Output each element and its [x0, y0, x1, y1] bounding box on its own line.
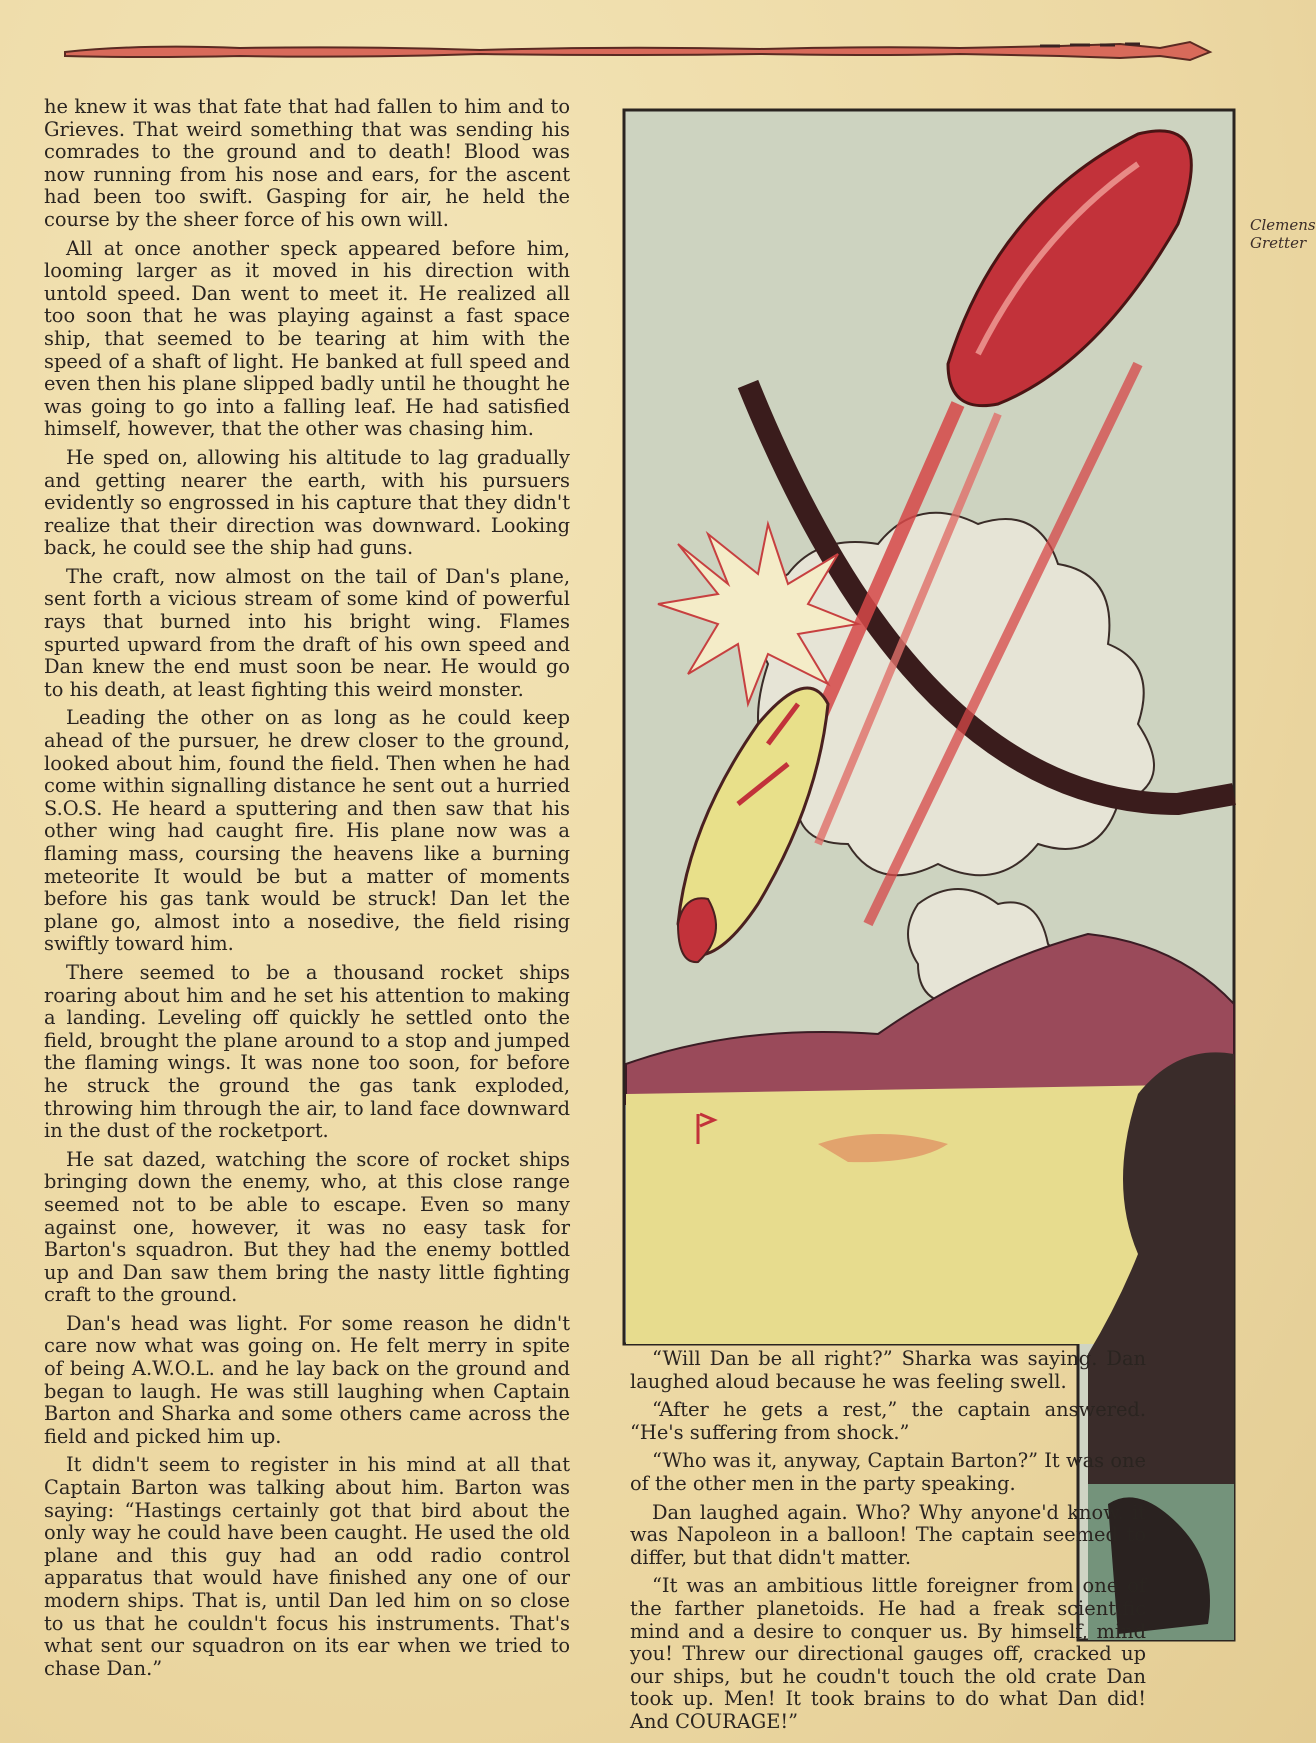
- paragraph: The craft, now almost on the tail of Dan's plane, sent forth a vicious stream of some kind of powerful rays that burned into his bright wing. Flames spurted upward from the draft of his own speed and Dan knew the end must soon be near. He would go to his death, at least fighting this weird monster.: [44, 564, 570, 701]
- header-decorative-rule: [60, 34, 1240, 74]
- paragraph: All at once another speck appeared before him, looming larger as it moved in his direction with untold speed. Dan went to meet it. He realized all too soon that he was playing against a fast space ship, that seemed to be tearing at him with the speed of a shaft of light. He banked at full speed and even then his plane slipped badly until he thought he was going to go into a falling leaf. He had satisfied himself, however, that the other was chasing him.: [44, 236, 570, 441]
- paragraph: “It was an ambitious little foreigner from one of the farther planetoids. He had a freak scientific mind and a desire to conquer us. By himself, mind you! Threw our directional gauges off, cracked up our ships, but he coudn't touch the old crate Dan took up. Men! It took brains to do what Dan did! And COURAGE!”: [630, 1574, 1146, 1733]
- paragraph: Dan's head was light. For some reason he didn't care now what was going on. He felt merry in spite of being A.W.O.L. and he lay back on the ground and began to laugh. He was still laughing when Captain Barton and Sharka and some others came across the field and picked him up.: [44, 1311, 570, 1448]
- paragraph: “Will Dan be all right?” Sharka was saying. Dan laughed aloud because he was feeling swell.: [630, 1347, 1146, 1393]
- artist-signature: Clemens Gretter: [1250, 216, 1316, 252]
- paragraph: He sat dazed, watching the score of rocket ships bringing down the enemy, who, at this close range seemed not to be able to escape. Even so many against one, however, it was no easy task for Barton's squadron. But they had the enemy bottled up and Dan saw them bring the nasty little fighting craft to the ground.: [44, 1147, 570, 1307]
- paragraph: “Who was it, anyway, Captain Barton?” It was one of the other men in the party speaking.: [630, 1449, 1146, 1495]
- paragraph: It didn't seem to register in his mind at all that Captain Barton was talking about him. Barton was saying: “Hastings certainly got that bird about the only way he could have been caught. He used the old plane and this guy had an odd radio control apparatus that would have finished any one of our modern ships. That is, until Dan led him on so close to us that he couldn't focus his instruments. That's what sent our squadron on its ear when we tried to chase Dan.”: [44, 1453, 570, 1680]
- left-text-column: [44, 96, 570, 1686]
- paragraph: He sped on, allowing his altitude to lag gradually and getting nearer the earth, with his pursuers evidently so engrossed in his capture that they didn't realize that their direction was downward. Looking back, he could see the ship had guns.: [44, 445, 570, 560]
- paragraph: he knew it was that fate that had fallen to him and to Grieves. That weird something that was sending his comrades to the ground and to death! Blood was now running from his nose and ears, for the ascent had been too swift. Gasping for air, he held the course by the sheer force of his own will.: [44, 95, 570, 231]
- paragraph: “After he gets a rest,” the captain answered. “He's suffering from shock.”: [630, 1398, 1146, 1444]
- paragraph: Leading the other on as long as he could keep ahead of the pursuer, he drew closer to the ground, looked about him, found the field. Then when he had come within signalling distance he sent out a hurried S.O.S. He heard a sputtering and then saw that his other wing had caught fire. His plane now was a flaming mass, coursing the heavens like a burning meteorite It would be but a matter of moments before his gas tank would be struck! Dan let the plane go, almost into a nosedive, the field rising swiftly toward him.: [44, 706, 570, 956]
- paragraph: There seemed to be a thousand rocket ships roaring about him and he set his attention to making a landing. Leveling off quickly he settled onto the field, brought the plane around to a stop and jumped the flaming wings. It was none too soon, for before he struck the ground the gas tank exploded, throwing him through the air, to land face downward in the dust of the rocketport.: [44, 960, 570, 1143]
- paragraph: Dan laughed again. Who? Why anyone'd know. it was Napoleon in a balloon! The captain seemed to differ, but that didn't matter.: [630, 1500, 1146, 1569]
- right-text-column: [630, 1348, 1146, 1740]
